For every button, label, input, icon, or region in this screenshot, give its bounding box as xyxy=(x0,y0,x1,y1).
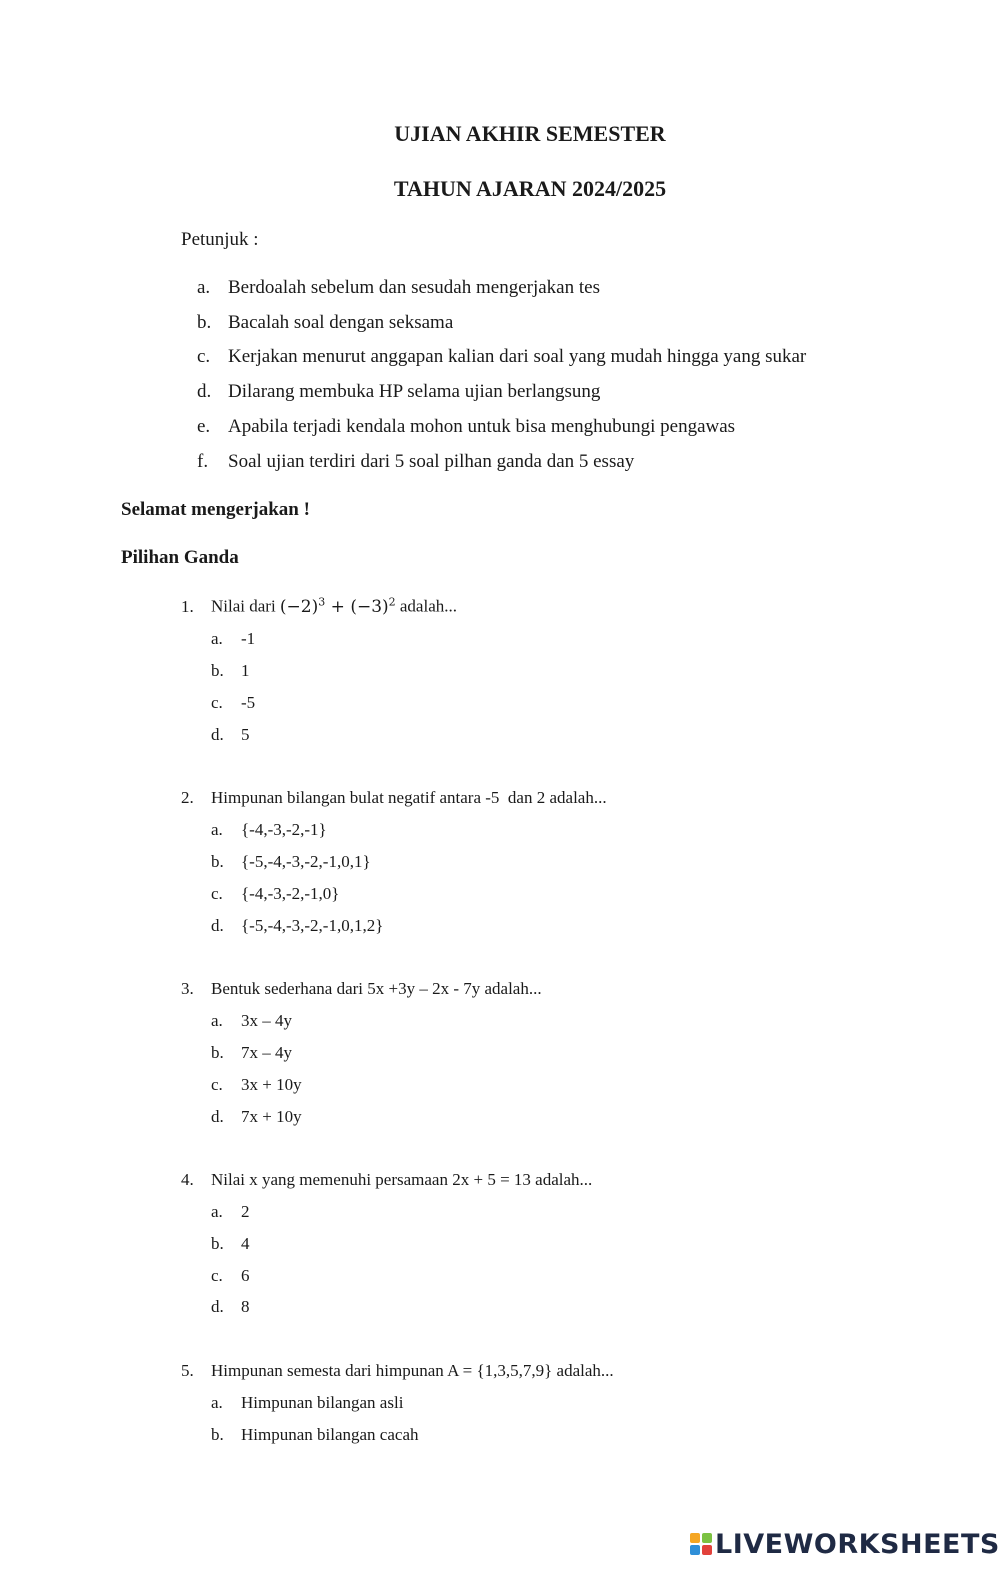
instruction-text: Apabila terjadi kendala mohon untuk bisa menghubungi pengawas xyxy=(228,416,736,437)
option-text[interactable]: 4 xyxy=(241,1234,250,1253)
question-number: 5. xyxy=(181,1361,194,1380)
option-text[interactable]: 7x – 4y xyxy=(241,1043,292,1062)
option-letter: a. xyxy=(211,629,223,648)
instructions-heading: Petunjuk : xyxy=(181,229,259,250)
instruction-text: Bacalah soal dengan seksama xyxy=(228,312,454,333)
option-text[interactable]: {-5,-4,-3,-2,-1,0,1} xyxy=(241,852,371,871)
math-expression: $(-2)^3 + (-3)^2$ xyxy=(279,595,396,617)
option-text[interactable]: 1 xyxy=(241,661,250,680)
question-text xyxy=(211,595,457,617)
option-text[interactable]: 2 xyxy=(241,1202,250,1221)
logo-square xyxy=(690,1545,700,1555)
liveworksheets-logo xyxy=(690,1526,1000,1562)
instruction-text: Soal ujian terdiri dari 5 soal pilhan ganda dan 5 essay xyxy=(228,451,635,472)
logo-mark-icon xyxy=(690,1533,712,1555)
logo-square xyxy=(690,1533,700,1543)
question-number: 4. xyxy=(181,1170,194,1189)
option-text[interactable]: Himpunan bilangan asli xyxy=(241,1393,404,1412)
option-text[interactable]: Himpunan bilangan cacah xyxy=(241,1425,419,1444)
instruction-letter: e. xyxy=(197,416,211,437)
option-letter: b. xyxy=(211,1043,224,1062)
option-letter: c. xyxy=(211,693,223,712)
option-letter: a. xyxy=(211,820,223,839)
option-text[interactable]: {-4,-3,-2,-1} xyxy=(241,820,327,839)
option-letter: c. xyxy=(211,884,223,903)
option-letter: d. xyxy=(211,1107,224,1126)
option-letter: b. xyxy=(211,661,224,680)
question-text: Nilai x yang memenuhi persamaan 2x + 5 = 13 adalah... xyxy=(211,1170,593,1189)
option-letter: b. xyxy=(211,852,224,871)
option-letter: d. xyxy=(211,1297,224,1316)
option-text[interactable]: 8 xyxy=(241,1297,250,1316)
option-text[interactable]: 3x + 10y xyxy=(241,1075,302,1094)
logo-square xyxy=(702,1533,712,1543)
instruction-letter: b. xyxy=(197,312,212,333)
option-letter: a. xyxy=(211,1202,223,1221)
section-title: Pilihan Ganda xyxy=(121,547,239,568)
question-suffix: adalah... xyxy=(399,596,457,616)
question-text: Himpunan bilangan bulat negatif antara -5 dan 2 adalah... xyxy=(211,788,607,807)
question-number: 3. xyxy=(181,979,194,998)
option-letter: c. xyxy=(211,1075,223,1094)
question-text: Bentuk sederhana dari 5x +3y – 2x - 7y adalah... xyxy=(211,979,542,998)
option-text[interactable]: {-4,-3,-2,-1,0} xyxy=(241,884,340,903)
option-letter: c. xyxy=(211,1266,223,1285)
option-text[interactable]: 3x – 4y xyxy=(241,1011,292,1030)
option-letter: d. xyxy=(211,916,224,935)
instruction-text: Kerjakan menurut anggapan kalian dari soal yang mudah hingga yang sukar xyxy=(228,346,807,367)
option-text[interactable]: -1 xyxy=(241,629,256,648)
option-text[interactable]: -5 xyxy=(241,693,256,712)
option-letter: a. xyxy=(211,1011,223,1030)
question-number: 2. xyxy=(181,788,194,807)
instruction-letter: d. xyxy=(197,381,212,402)
question-text: Himpunan semesta dari himpunan A = {1,3,5,7,9} adalah... xyxy=(211,1361,614,1380)
option-letter: a. xyxy=(211,1393,223,1412)
question-number: 1. xyxy=(181,597,194,616)
question-prefix: Nilai dari xyxy=(211,596,276,616)
option-text[interactable]: 7x + 10y xyxy=(241,1107,302,1126)
instruction-text: Dilarang membuka HP selama ujian berlangsung xyxy=(228,381,601,402)
option-letter: b. xyxy=(211,1234,224,1253)
academic-year: TAHUN AJARAN 2024/2025 xyxy=(393,176,667,201)
greeting: Selamat mengerjakan ! xyxy=(121,499,310,520)
option-text[interactable]: 6 xyxy=(241,1266,250,1285)
instruction-text: Berdoalah sebelum dan sesudah mengerjakan tes xyxy=(228,277,600,298)
instruction-letter: c. xyxy=(197,346,211,367)
option-letter: b. xyxy=(211,1425,224,1444)
option-letter: d. xyxy=(211,725,224,744)
logo-text: LIVEWORKSHEETS xyxy=(715,1528,1000,1560)
exam-title: UJIAN AKHIR SEMESTER xyxy=(394,121,666,146)
option-text[interactable]: 5 xyxy=(241,725,250,744)
option-text[interactable]: {-5,-4,-3,-2,-1,0,1,2} xyxy=(241,916,384,935)
logo-square xyxy=(702,1545,712,1555)
instruction-letter: a. xyxy=(197,277,211,298)
instruction-letter: f. xyxy=(197,451,209,472)
